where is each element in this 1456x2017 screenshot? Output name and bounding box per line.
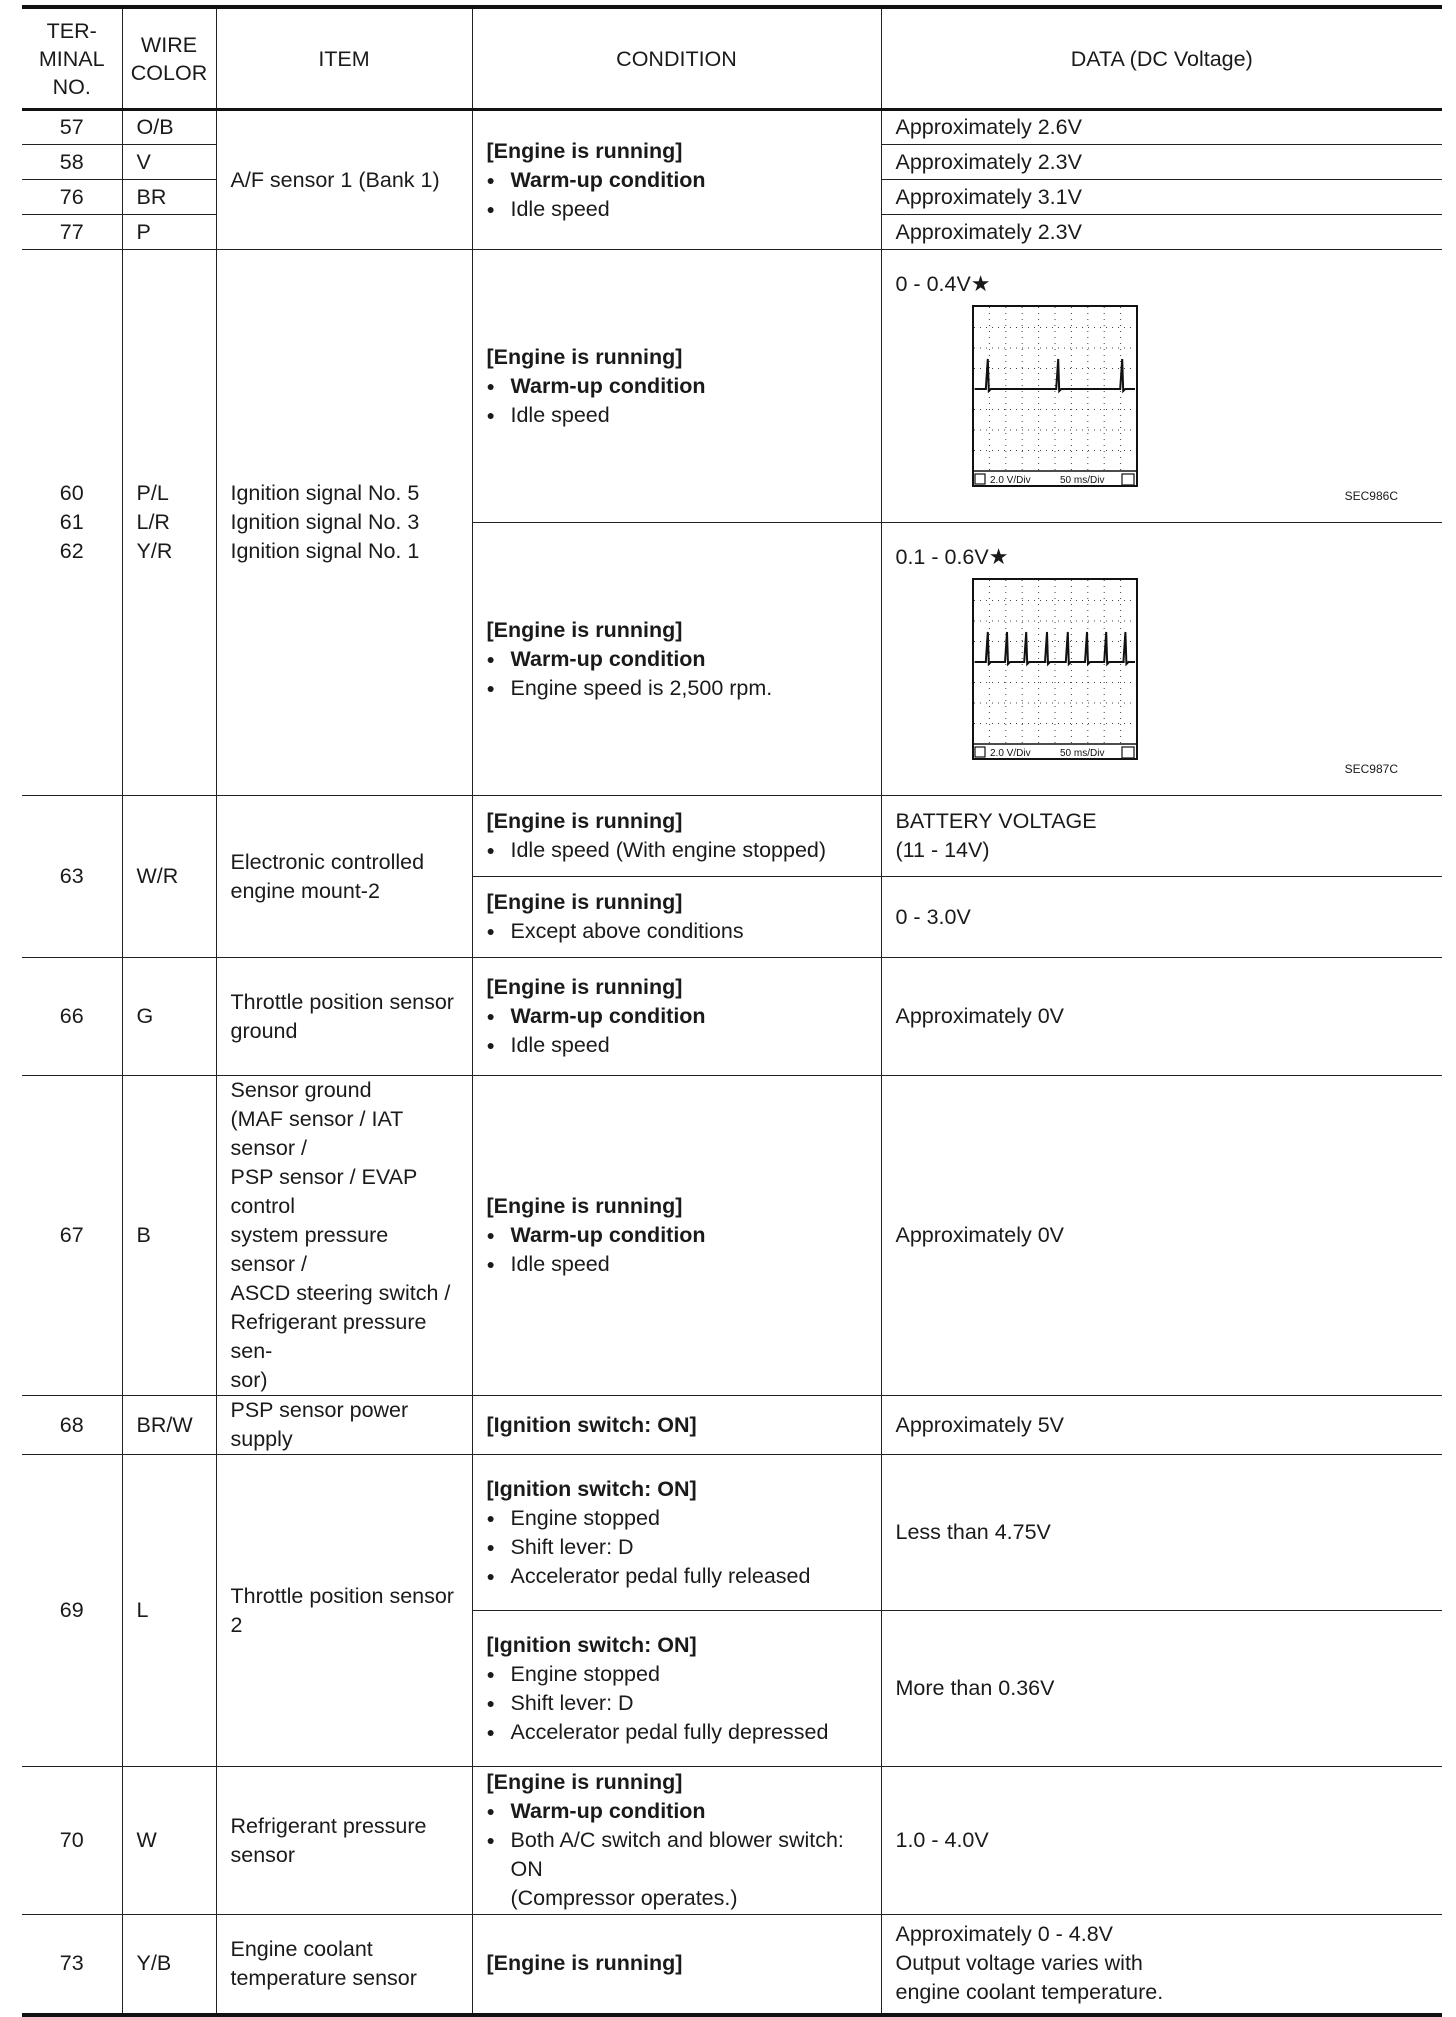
header-item: ITEM: [216, 7, 472, 110]
item-cell: PSP sensor power supply: [216, 1396, 472, 1455]
figure-ref: SEC987C: [1344, 762, 1398, 776]
item-cell: Electronic controlled engine mount-2: [216, 796, 472, 958]
wire-color: P/L L/R Y/R: [122, 250, 216, 796]
data-cell: Approximately 2.3V: [881, 145, 1442, 180]
table-header-row: [22, 7, 1442, 110]
data-cell: More than 0.36V: [881, 1611, 1442, 1767]
data-cell: Approximately 0 - 4.8V Output voltage varies with engine coolant temperature.: [881, 1915, 1442, 2015]
data-cell: 0.1 - 0.6V★ 2.0 V/Div 50 ms/Div SEC987C: [881, 523, 1442, 796]
wire-color: Y/B: [122, 1915, 216, 2015]
item-cell: Throttle position sensor ground: [216, 958, 472, 1076]
scope-box-icon: [1122, 747, 1134, 758]
table-row: [22, 796, 1442, 877]
data-cell: Approximately 5V: [881, 1396, 1442, 1455]
item-cell: Engine coolant temperature sensor: [216, 1915, 472, 2015]
scope-volt-scale: 2.0 V/Div: [989, 748, 1031, 759]
condition-cell: [Engine is running] ● Idle speed (With engine stopped): [472, 796, 881, 877]
data-cell: 1.0 - 4.0V: [881, 1767, 1442, 1915]
condition-cell: [Engine is running] ● Warm-up condition ● Engine speed is 2,500 rpm.: [472, 523, 881, 796]
terminal-no: 77: [22, 215, 122, 250]
table-row: [22, 1915, 1442, 2015]
oscilloscope-waveform: [972, 305, 1138, 487]
header-wire-color: WIRE COLOR: [122, 7, 216, 110]
item-cell: Ignition signal No. 5 Ignition signal No. 3 Ignition signal No. 1: [216, 250, 472, 796]
item-cell: Sensor ground (MAF sensor / IAT sensor / PSP sensor / EVAP control system pressure sensor / ASCD steering switch / Refrigerant pressure sen- sor): [216, 1076, 472, 1396]
condition-cell: [Ignition switch: ON]: [472, 1396, 881, 1455]
scope-time-scale: 50 ms/Div: [1059, 475, 1104, 486]
table-row: [22, 250, 1442, 523]
wire-color: B: [122, 1076, 216, 1396]
star-icon: ★: [988, 544, 1009, 569]
table-row: [22, 110, 1442, 145]
wire-color: W/R: [122, 796, 216, 958]
table-row: [22, 1455, 1442, 1611]
terminal-no: 58: [22, 145, 122, 180]
condition-cell: [Engine is running] ● Warm-up condition ● Idle speed: [472, 110, 881, 250]
wire-color: BR/W: [122, 1396, 216, 1455]
terminal-no: 67: [22, 1076, 122, 1396]
terminal-no: 69: [22, 1455, 122, 1767]
scope-time-scale: 50 ms/Div: [1059, 748, 1104, 759]
table-row: [22, 958, 1442, 1076]
scope-frame: [973, 306, 1137, 486]
header-condition: CONDITION: [472, 7, 881, 110]
data-cell: Approximately 2.3V: [881, 215, 1442, 250]
item-cell: Throttle position sensor 2: [216, 1455, 472, 1767]
wire-color: P: [122, 215, 216, 250]
data-cell: Approximately 3.1V: [881, 180, 1442, 215]
data-cell: 0 - 3.0V: [881, 877, 1442, 958]
terminal-no: 60 61 62: [22, 250, 122, 796]
condition-cell: [Engine is running] ● Warm-up condition ● Idle speed: [472, 958, 881, 1076]
condition-cell: [Ignition switch: ON] ● Engine stopped ● Shift lever: D ● Accelerator pedal fully released: [472, 1455, 881, 1611]
terminal-no: 76: [22, 180, 122, 215]
header-data: DATA (DC Voltage): [881, 7, 1442, 110]
condition-cell: [Engine is running] ● Warm-up condition ● Idle speed: [472, 1076, 881, 1396]
scope-marker-icon: [975, 747, 985, 757]
table-row: [22, 1767, 1442, 1915]
condition-cell: [Engine is running] ● Except above conditions: [472, 877, 881, 958]
terminal-no: 70: [22, 1767, 122, 1915]
condition-cell: [Ignition switch: ON] ● Engine stopped ● Shift lever: D ● Accelerator pedal fully depressed: [472, 1611, 881, 1767]
data-cell: BATTERY VOLTAGE (11 - 14V): [881, 796, 1442, 877]
header-terminal: TER- MINAL NO.: [22, 7, 122, 110]
data-cell: 0 - 0.4V★ 2.0 V/Div 50 ms/Div SEC986C: [881, 250, 1442, 523]
terminal-no: 63: [22, 796, 122, 958]
scope-marker-icon: [975, 474, 985, 484]
condition-cell: [Engine is running]: [472, 1915, 881, 2015]
data-cell: Approximately 0V: [881, 1076, 1442, 1396]
terminal-no: 73: [22, 1915, 122, 2015]
condition-cell: [Engine is running] ● Warm-up condition ● Both A/C switch and blower switch: ON (Compressor operates.): [472, 1767, 881, 1915]
data-cell: Less than 4.75V: [881, 1455, 1442, 1611]
oscilloscope-waveform: [972, 578, 1138, 760]
terminal-no: 57: [22, 110, 122, 145]
item-cell: A/F sensor 1 (Bank 1): [216, 110, 472, 250]
data-cell: Approximately 2.6V: [881, 110, 1442, 145]
scope-frame: [973, 579, 1137, 759]
scope-box-icon: [1122, 474, 1134, 485]
figure-ref: SEC986C: [1344, 489, 1398, 503]
terminal-no: 66: [22, 958, 122, 1076]
condition-cell: [Engine is running] ● Warm-up condition ● Idle speed: [472, 250, 881, 523]
wire-color: G: [122, 958, 216, 1076]
wire-color: L: [122, 1455, 216, 1767]
item-cell: Refrigerant pressure sensor: [216, 1767, 472, 1915]
wire-color: O/B: [122, 110, 216, 145]
wire-color: BR: [122, 180, 216, 215]
table-row: [22, 1076, 1442, 1396]
terminal-no: 68: [22, 1396, 122, 1455]
wire-color: W: [122, 1767, 216, 1915]
wire-color: V: [122, 145, 216, 180]
terminal-data-table: [22, 5, 1442, 2017]
data-cell: Approximately 0V: [881, 958, 1442, 1076]
star-icon: ★: [970, 271, 991, 296]
scope-volt-scale: 2.0 V/Div: [989, 475, 1031, 486]
table-row: [22, 1396, 1442, 1455]
